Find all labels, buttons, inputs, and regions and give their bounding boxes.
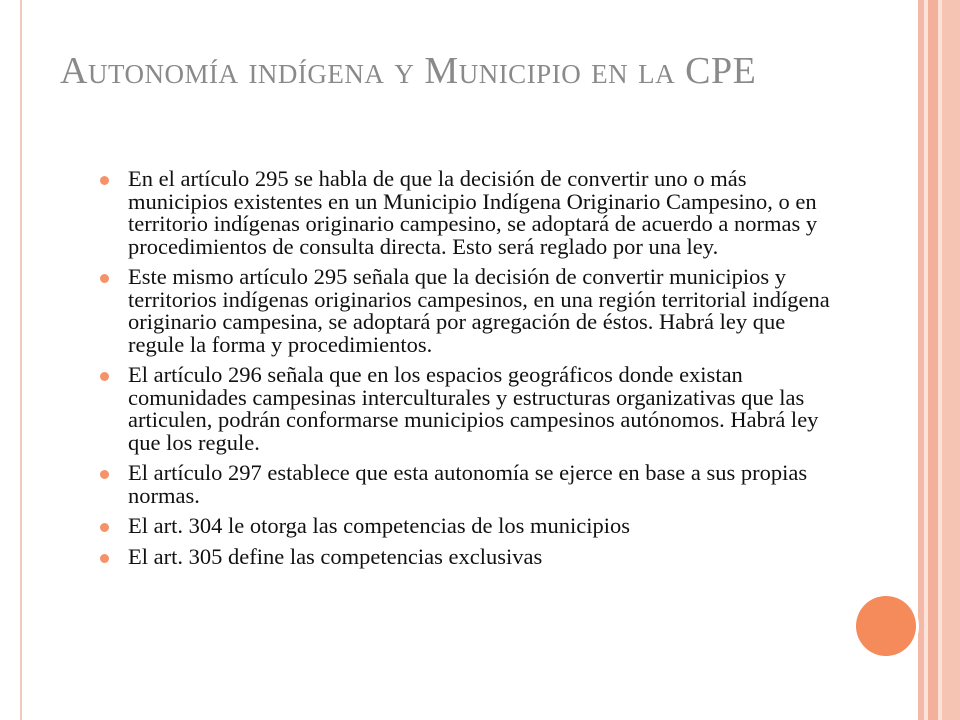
bullet-item [100, 543, 840, 569]
bullet-icon [100, 554, 109, 563]
bullet-item [100, 462, 840, 507]
frame-left-border [20, 0, 22, 720]
bullet-item [100, 266, 840, 356]
bullet-icon [100, 176, 109, 185]
slide-title: Autonomía indígena y Municipio en la CPE [60, 50, 757, 92]
bullet-item [100, 515, 840, 538]
right-stripe [928, 0, 938, 720]
bullet-icon [100, 274, 109, 283]
bullet-icon [100, 470, 109, 479]
bullet-text: En el artículo 295 se habla de que la decisión de convertir uno o más municipios existentes en un Municipio Indígena Originario Campesino, o en territorio indígenas originario campesino, se adoptará de acuerdo a normas y procedimientos de consulta directa. Esto será reglado por una ley. [128, 166, 818, 259]
bullet-text: El art. 304 le otorga las competencias de los municipios [128, 513, 630, 538]
decorative-circle [856, 596, 916, 656]
bullet-text: El artículo 296 señala que en los espacios geográficos donde existan comunidades campesinas interculturales y estructuras organizativas que las articulen, podrán conformarse municipios campesinos autónomos. Habrá ley que los regule. [128, 362, 819, 455]
bullet-text: Este mismo artículo 295 señala que la decisión de convertir municipios y territorios indígenas originarios campesinos, en una región territorial indígena originario campesina, se adoptará por agregación de éstos. Habrá ley que regule la forma y procedimientos. [128, 264, 830, 357]
bullet-item [100, 364, 840, 454]
bullet-item [100, 168, 840, 258]
bullet-text: El art. 305 define las competencias exclusivas [128, 543, 543, 569]
bullet-text: El artículo 297 establece que esta autonomía se ejerce en base a sus propias normas. [128, 460, 808, 508]
bullet-list [100, 168, 840, 576]
right-stripe [942, 0, 960, 720]
bullet-icon [100, 523, 109, 532]
bullet-icon [100, 372, 109, 381]
